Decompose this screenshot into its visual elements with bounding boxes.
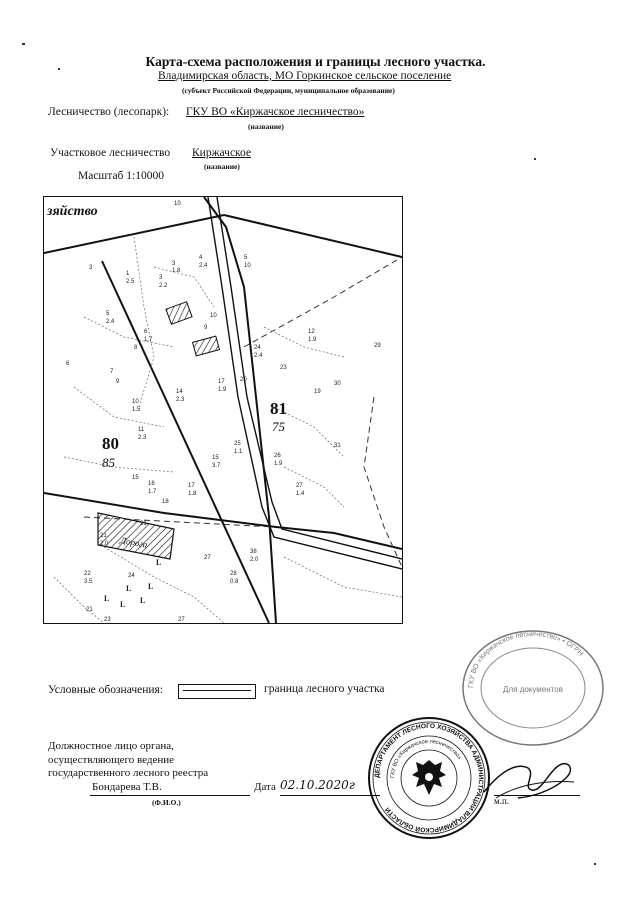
- quarter-80-area: 85: [102, 455, 115, 470]
- stand-number: 11: [138, 427, 145, 433]
- region-subtitle: Владимирская область, МО Горкинское сельское поселение: [158, 70, 452, 82]
- stand-number: 29: [374, 343, 381, 349]
- quarter-boundaries: [44, 197, 402, 623]
- svg-text:L: L: [140, 596, 146, 605]
- stand-number: 22: [84, 571, 91, 577]
- stand-number: 1.9: [218, 387, 227, 393]
- seal-inner-text: ГКУ ВО «Киржачское лесничество»: [389, 738, 463, 779]
- stand-number: 0.8: [230, 579, 239, 585]
- stand-number: 25: [234, 441, 241, 447]
- stand-number: 8: [134, 345, 138, 351]
- map-top-label: зяйство: [47, 204, 98, 219]
- stand-number: 2.0: [100, 541, 109, 547]
- forestry-label: Лесничество (лесопарк):: [48, 106, 170, 118]
- stand-number: 23: [280, 365, 287, 371]
- official-text: Должностное лицо органа, осуществляющего ведение государственного лесного реестра: [48, 740, 209, 779]
- district-value: Киржачское: [192, 147, 252, 159]
- seal-ring-text: ДЕПАРТАМЕНТ ЛЕСНОГО ХОЗЯЙСТВА АДМИНИСТРАЦИИ ВЛАДИМИРСКОЙ ОБЛАСТИ: [373, 722, 485, 834]
- forestry-note: (название): [248, 122, 284, 131]
- stand-number: 27: [296, 483, 303, 489]
- stand-number: 17: [188, 483, 195, 489]
- stand-number: 18: [162, 499, 169, 505]
- stand-number: 24: [254, 345, 261, 351]
- doc-stamp-text: Для документов: [503, 685, 563, 694]
- stand-number: 16: [148, 481, 155, 487]
- legend-label: Условные обозначения:: [48, 684, 164, 696]
- stand-number: 2.2: [159, 283, 168, 289]
- stand-number: 2.0: [250, 557, 259, 563]
- legend-text: граница лесного участка: [264, 683, 385, 695]
- stand-number: 27: [178, 617, 185, 623]
- district-label: Участковое лесничество: [50, 147, 171, 159]
- district-note: (название): [204, 162, 240, 171]
- name-note: (Ф.И.О.): [152, 798, 181, 807]
- boundary-legend-symbol: [178, 684, 256, 699]
- road: [208, 197, 402, 569]
- doc-stamp-ring: ГКУ ВО «Киржачское лесничество» • ОГРН: [467, 630, 585, 689]
- stand-number: 5: [106, 311, 110, 317]
- name-underline: [90, 795, 250, 796]
- forestry-value: ГКУ ВО «Киржачское лесничество»: [186, 106, 365, 118]
- scan-mark: [58, 68, 60, 70]
- stand-number: 4: [199, 255, 203, 261]
- quarter-81-label: 81: [270, 399, 287, 418]
- road-label: Дорога: [119, 535, 149, 550]
- tree-symbols: [104, 558, 161, 609]
- stand-number: 6: [66, 361, 70, 367]
- stamp-place-label: м.п.: [494, 796, 510, 806]
- stand-number: 1.4: [296, 491, 305, 497]
- forest-map: [43, 196, 403, 624]
- stand-numbers: [66, 201, 381, 623]
- date-underline: [280, 795, 380, 796]
- stand-number: 6: [144, 329, 148, 335]
- stand-number: 3.5: [84, 579, 93, 585]
- svg-text:L: L: [104, 594, 110, 603]
- stand-number: 5: [244, 255, 248, 261]
- scale-label: Масштаб 1:10000: [78, 170, 164, 182]
- stand-number: 15: [212, 455, 219, 461]
- stand-number: 26: [274, 453, 281, 459]
- stand-number: 15: [132, 475, 139, 481]
- stand-number: 2.4: [199, 263, 208, 269]
- stand-boundaries: [54, 237, 402, 623]
- quarter-81-area: 75: [272, 419, 285, 434]
- svg-text:L: L: [126, 584, 132, 593]
- stand-number: 3.7: [212, 463, 221, 469]
- region-note: (субъект Российской Федерации, муниципальное образование): [182, 86, 395, 95]
- stand-number: 3: [89, 265, 93, 271]
- stand-number: 23: [104, 617, 111, 623]
- stand-number: 2.3: [138, 435, 147, 441]
- hatched-parcel-1: [166, 302, 192, 325]
- stand-number: 1.8: [188, 491, 197, 497]
- scan-mark: [534, 158, 536, 160]
- stand-number: 20: [240, 377, 247, 383]
- hatched-parcel-2: [193, 336, 220, 356]
- stand-number: 2.4: [106, 319, 115, 325]
- stand-number: 10: [174, 201, 181, 207]
- coat-of-arms-icon: [412, 760, 446, 795]
- stand-number: 2.4: [254, 353, 263, 359]
- svg-text:L: L: [120, 600, 126, 609]
- stand-number: 1.9: [308, 337, 317, 343]
- stand-number: 1: [126, 271, 130, 277]
- stand-number: 21: [86, 607, 93, 613]
- stand-number: 38: [250, 549, 257, 555]
- stand-number: 21: [100, 533, 107, 539]
- stand-number: 7: [110, 369, 114, 375]
- stand-number: 1.7: [144, 337, 153, 343]
- stand-number: 28: [230, 571, 237, 577]
- stand-number: 1.9: [274, 461, 283, 467]
- scan-mark: [594, 863, 596, 865]
- stand-number: 21: [140, 521, 147, 527]
- stand-number: 24: [128, 573, 135, 579]
- stand-number: 9: [204, 325, 208, 331]
- date-label: Дата: [254, 781, 276, 793]
- stand-number: 12: [308, 329, 315, 335]
- stand-number: 3: [159, 275, 163, 281]
- stand-number: 3: [172, 261, 176, 267]
- handwritten-signature: [478, 748, 578, 808]
- svg-text:L: L: [148, 582, 154, 591]
- stand-number: 10: [210, 313, 217, 319]
- stand-number: 9: [116, 379, 120, 385]
- stand-number: 1.8: [172, 268, 181, 274]
- stand-number: 2.5: [126, 279, 135, 285]
- stand-number: 1.7: [148, 489, 157, 495]
- stand-number: 14: [176, 389, 183, 395]
- official-name: Бондарева Т.В.: [92, 781, 162, 793]
- stand-number: 31: [334, 443, 341, 449]
- stand-number: 10: [244, 263, 251, 269]
- stand-number: 1.1: [234, 449, 243, 455]
- stand-number: 19: [314, 389, 321, 395]
- stand-number: 1.5: [132, 407, 141, 413]
- date-value: 02.10.2020г: [280, 778, 355, 792]
- stand-number: 30: [334, 381, 341, 387]
- stand-number: 2.3: [176, 397, 185, 403]
- stand-number: 10: [132, 399, 139, 405]
- page-title: Карта-схема расположения и границы лесного участка.: [145, 54, 486, 69]
- quarter-80-label: 80: [102, 434, 119, 453]
- svg-text:L: L: [156, 558, 162, 567]
- official-seal: [366, 715, 492, 841]
- stand-number: 27: [204, 555, 211, 561]
- scan-mark: [22, 43, 25, 45]
- stand-number: 17: [218, 379, 225, 385]
